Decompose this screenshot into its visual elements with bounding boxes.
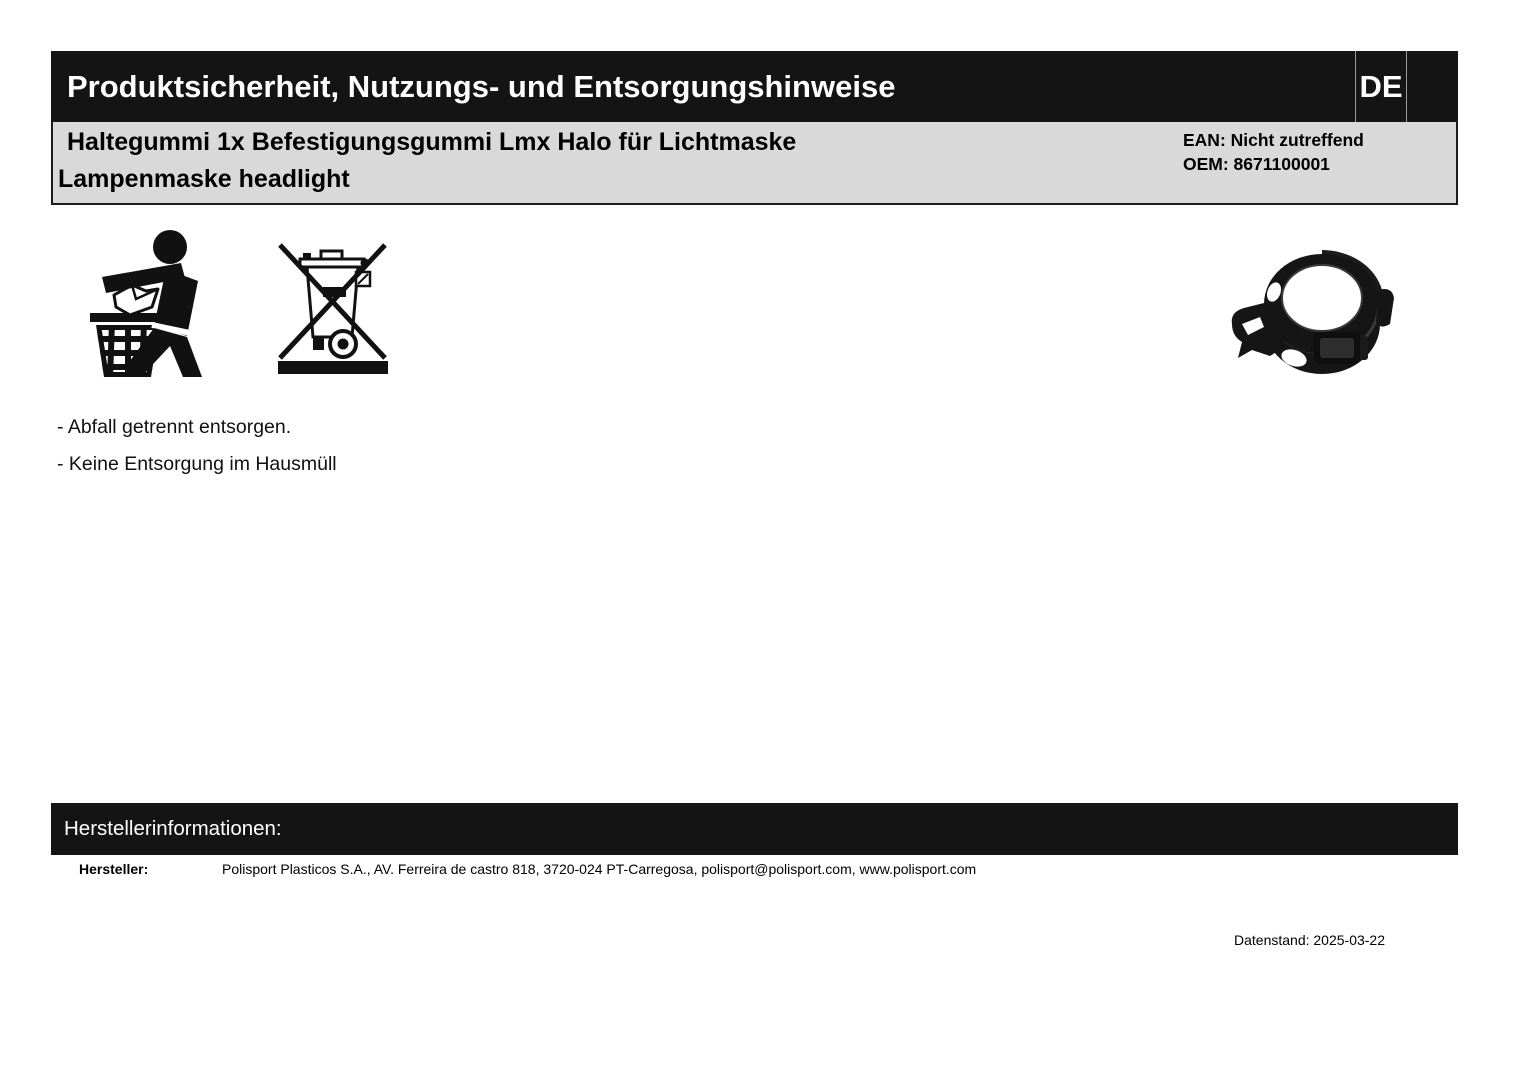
oem-value: OEM: 8671100001: [1183, 154, 1330, 174]
disposal-notes: [57, 409, 337, 483]
header-title-bar: [51, 51, 1458, 122]
product-title-line2: Lampenmaske headlight: [58, 165, 350, 193]
data-date: Datenstand: 2025-03-22: [1234, 932, 1385, 948]
product-id-block: [1183, 128, 1415, 176]
manufacturer-value: Polisport Plasticos S.A., AV. Ferreira de castro 818, 3720-024 PT-Carregosa, polisport@polisport.com, www.polisport.com: [222, 861, 977, 877]
disposal-note: - Keine Entsorgung im Hausmüll: [57, 453, 337, 475]
language-code: DE: [1359, 69, 1403, 104]
product-info-bar: [51, 122, 1458, 205]
manufacturer-label: Hersteller:: [79, 861, 149, 877]
disposal-note: - Abfall getrennt entsorgen.: [57, 416, 292, 438]
page-title: Produktsicherheit, Nutzungs- und Entsorgungshinweise: [67, 69, 896, 104]
product-title-line1: Haltegummi 1x Befestigungsgummi Lmx Halo für Lichtmaske: [67, 128, 797, 156]
language-cell: [1355, 51, 1407, 122]
manufacturer-section-title: Herstellerinformationen:: [64, 817, 282, 840]
manufacturer-header-bar: [51, 803, 1458, 855]
weee-crossed-bin-icon: [277, 230, 389, 374]
header-block: [51, 51, 1458, 205]
tidyman-icon: [84, 227, 216, 377]
product-photo: [1228, 246, 1404, 386]
ean-value: EAN: Nicht zutreffend: [1183, 130, 1364, 150]
